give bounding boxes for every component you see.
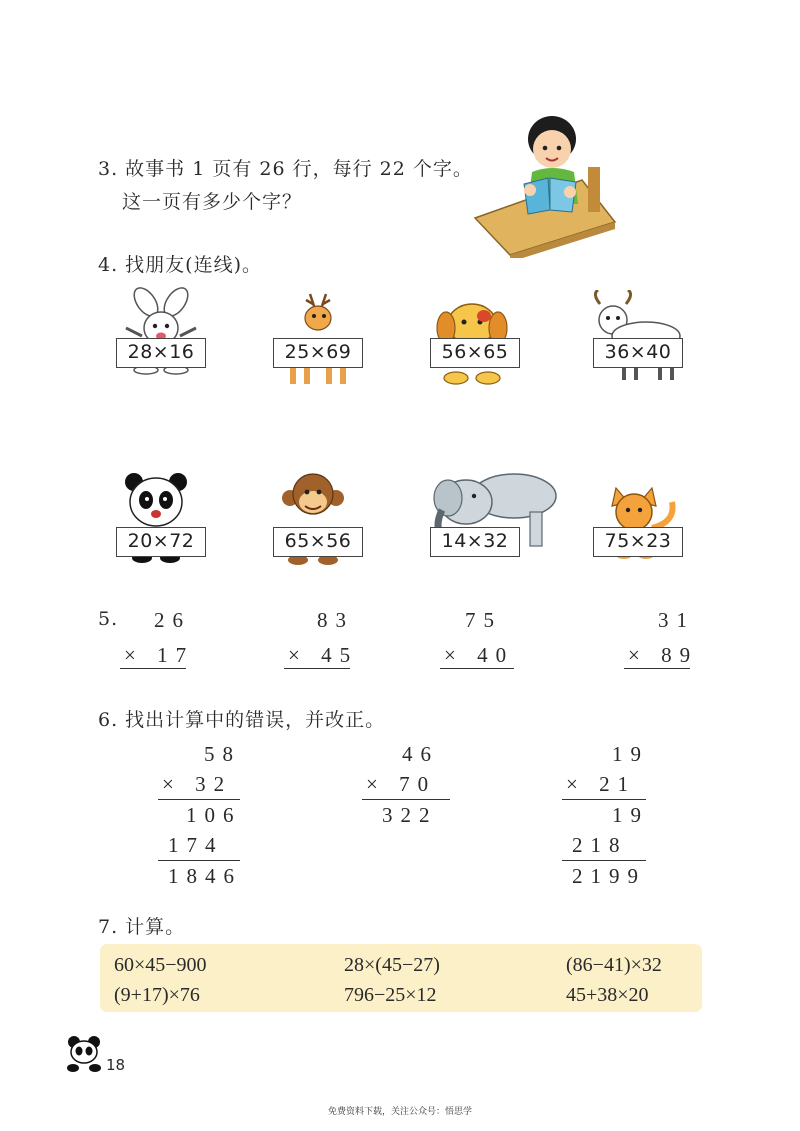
q6-p2-mult: × 70 bbox=[366, 772, 437, 796]
q3-line2: 这一页有多少个字？ bbox=[122, 191, 303, 213]
q6-p3-result: 2199 bbox=[572, 864, 646, 888]
q5-label: 5. bbox=[98, 608, 119, 630]
q5-p3-line bbox=[440, 668, 514, 669]
q7-item-2[interactable]: 28×(45−27) bbox=[344, 954, 440, 976]
q7-item-1[interactable]: 60×45−900 bbox=[114, 954, 207, 976]
q5-p3-bottom: × 40 bbox=[444, 643, 515, 667]
q7-calc-box bbox=[100, 944, 702, 1012]
q6-p1-mult: × 32 bbox=[162, 772, 233, 796]
q6-p1-partial2: 174 bbox=[168, 833, 224, 857]
q5-p4-bottom: × 89 bbox=[628, 643, 699, 667]
q5-p1-line bbox=[120, 668, 186, 669]
boy-reading-illustration bbox=[470, 112, 620, 258]
panda-logo-icon bbox=[64, 1034, 104, 1074]
q5-p1-top: 26 bbox=[154, 608, 191, 632]
q6-p2-line1 bbox=[362, 799, 450, 800]
q6-p1-partial1: 106 bbox=[186, 803, 242, 827]
goat-illustration bbox=[586, 290, 690, 382]
expr-card-rabbit[interactable]: 28×16 bbox=[116, 338, 206, 368]
q6-p1-line1 bbox=[158, 799, 240, 800]
q6-p3-top: 19 bbox=[612, 742, 649, 766]
expr-card-goat[interactable]: 36×40 bbox=[593, 338, 683, 368]
expr-card-cat[interactable]: 75×23 bbox=[593, 527, 683, 557]
q6-p3-line2 bbox=[562, 860, 646, 861]
q5-p2-top: 83 bbox=[317, 608, 354, 632]
q5-p4-top: 31 bbox=[658, 608, 695, 632]
q6-p1-top: 58 bbox=[204, 742, 241, 766]
q7-item-5[interactable]: 796−25×12 bbox=[344, 984, 437, 1006]
q7-item-4[interactable]: (9+17)×76 bbox=[114, 984, 200, 1006]
q6-p1-result: 1846 bbox=[168, 864, 242, 888]
q6-title: 6. 找出计算中的错误，并改正。 bbox=[98, 709, 386, 731]
q5-p1-bottom: × 17 bbox=[124, 643, 195, 667]
q6-p3-line1 bbox=[562, 799, 646, 800]
q7-title: 7. 计算。 bbox=[98, 916, 186, 938]
expr-card-dog[interactable]: 56×65 bbox=[430, 338, 520, 368]
footer-note: 免费资料下载，关注公众号：悟思学 bbox=[327, 1107, 472, 1117]
q5-p2-line bbox=[284, 668, 350, 669]
q5-p4-line bbox=[624, 668, 690, 669]
q6-p3-partial1: 19 bbox=[612, 803, 649, 827]
q5-p2-bottom: × 45 bbox=[288, 643, 359, 667]
q3-line1: 3. 故事书 1 页有 26 行，每行 22 个字。 bbox=[98, 158, 473, 180]
expr-card-monkey[interactable]: 65×56 bbox=[273, 527, 363, 557]
expr-card-elephant[interactable]: 14×32 bbox=[430, 527, 520, 557]
expr-card-panda[interactable]: 20×72 bbox=[116, 527, 206, 557]
page-number: 18 bbox=[106, 1056, 126, 1074]
q7-item-6[interactable]: 45+38×20 bbox=[566, 984, 649, 1006]
q6-p1-line2 bbox=[158, 860, 240, 861]
q6-p3-mult: × 21 bbox=[566, 772, 637, 796]
q4-title: 4. 找朋友(连线)。 bbox=[98, 254, 262, 276]
expr-card-deer[interactable]: 25×69 bbox=[273, 338, 363, 368]
q6-p2-top: 46 bbox=[402, 742, 439, 766]
q7-item-3[interactable]: (86−41)×32 bbox=[566, 954, 662, 976]
q6-p2-result: 322 bbox=[382, 803, 438, 827]
q6-p3-partial2: 218 bbox=[572, 833, 628, 857]
q5-p3-top: 75 bbox=[465, 608, 502, 632]
